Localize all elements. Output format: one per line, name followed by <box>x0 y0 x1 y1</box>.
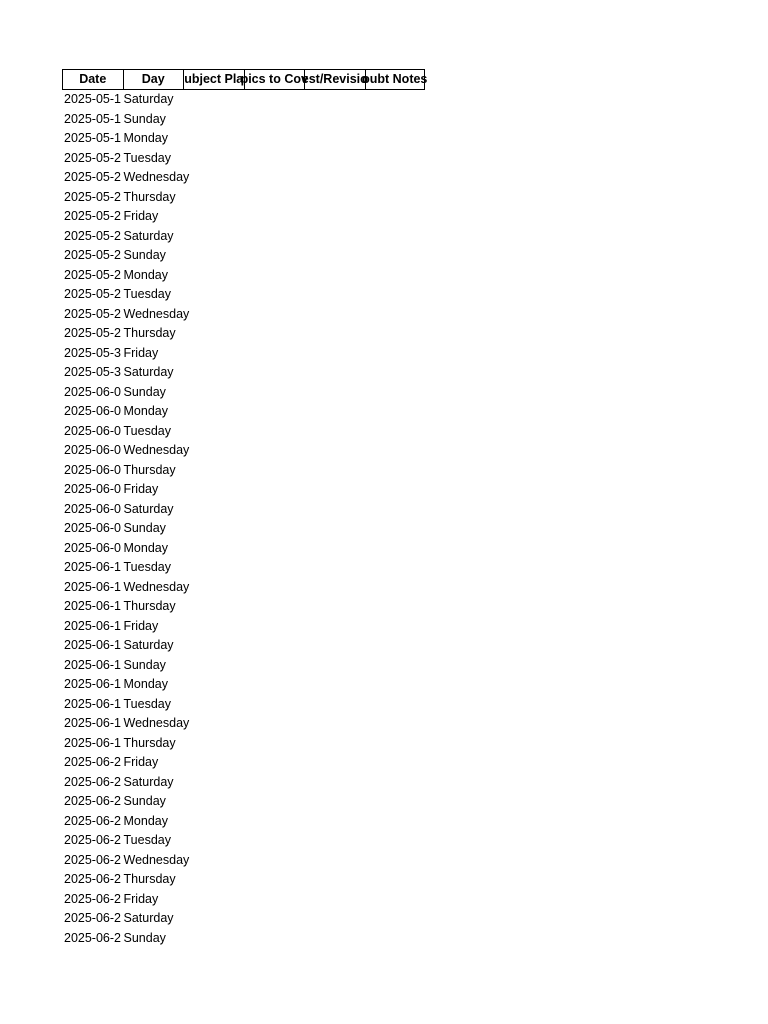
date-cell[interactable]: 2025-06-1 <box>64 618 121 633</box>
date-cell[interactable]: 2025-05-1 <box>64 92 121 106</box>
date-cell[interactable]: 2025-06-1 <box>64 599 121 613</box>
date-cell[interactable]: 2025-05-2 <box>64 189 121 204</box>
day-cell[interactable]: Wednesday <box>123 579 190 594</box>
table-row <box>62 402 425 422</box>
table-row <box>62 383 425 403</box>
date-cell[interactable]: 2025-06-2 <box>64 755 121 769</box>
date-cell[interactable]: 2025-06-1 <box>64 716 121 730</box>
date-cell[interactable]: 2025-06-2 <box>64 930 121 945</box>
table-row <box>62 695 425 715</box>
table-row <box>62 578 425 598</box>
table-row <box>62 422 425 442</box>
date-cell[interactable]: 2025-05-2 <box>64 228 121 243</box>
table-row <box>62 363 425 383</box>
table-row <box>62 227 425 247</box>
table-row <box>62 851 425 871</box>
day-cell[interactable]: Sunday <box>123 930 166 945</box>
table-row <box>62 110 425 130</box>
date-cell[interactable]: 2025-06-1 <box>64 579 121 594</box>
table-row <box>62 675 425 695</box>
table-row <box>62 812 425 832</box>
date-cell[interactable]: 2025-06-0 <box>64 384 121 399</box>
date-cell[interactable]: 2025-06-2 <box>64 774 121 789</box>
table-row <box>62 149 425 169</box>
day-cell[interactable]: Thursday <box>123 872 176 886</box>
date-cell[interactable]: 2025-06-1 <box>64 638 121 652</box>
table-row <box>62 129 425 149</box>
day-cell[interactable]: Friday <box>123 345 159 360</box>
header-cell-doubt-notes[interactable]: oubt Notes <box>365 69 426 90</box>
header-row <box>62 69 428 90</box>
table-row <box>62 636 425 656</box>
table-row <box>62 500 425 520</box>
day-cell[interactable]: Monday <box>123 540 168 555</box>
date-cell[interactable]: 2025-06-2 <box>64 891 121 906</box>
table-row <box>62 831 425 851</box>
table-row <box>62 305 425 325</box>
day-cell[interactable]: Sunday <box>123 111 166 126</box>
date-cell[interactable]: 2025-06-2 <box>64 872 121 886</box>
table-row <box>62 753 425 773</box>
study-schedule-sheet <box>62 69 428 948</box>
day-cell[interactable]: Monday <box>123 404 168 418</box>
day-cell[interactable]: Friday <box>123 618 159 633</box>
date-cell[interactable]: 2025-05-2 <box>64 267 121 282</box>
day-cell[interactable]: Monday <box>123 267 168 282</box>
day-cell[interactable]: Thursday <box>123 735 176 750</box>
table-row <box>62 656 425 676</box>
table-row <box>62 90 425 110</box>
table-row <box>62 266 425 286</box>
table-row <box>62 909 425 929</box>
date-cell[interactable]: 2025-06-1 <box>64 677 121 691</box>
table-row <box>62 558 425 578</box>
day-cell[interactable]: Thursday <box>123 326 176 340</box>
day-cell[interactable]: Wednesday <box>123 306 190 321</box>
date-cell[interactable]: 2025-06-0 <box>64 423 121 438</box>
day-cell[interactable]: Saturday <box>123 92 174 106</box>
day-cell[interactable]: Friday <box>123 482 159 496</box>
table-row <box>62 480 425 500</box>
date-cell[interactable]: 2025-06-1 <box>64 735 121 750</box>
date-cell[interactable]: 2025-05-2 <box>64 248 121 262</box>
day-cell[interactable]: Saturday <box>123 501 174 516</box>
day-cell[interactable]: Sunday <box>123 521 166 535</box>
date-cell[interactable]: 2025-06-2 <box>64 794 121 808</box>
day-cell[interactable]: Thursday <box>123 462 176 477</box>
day-cell[interactable]: Tuesday <box>123 696 171 711</box>
table-row <box>62 597 425 617</box>
date-cell[interactable]: 2025-05-1 <box>64 131 121 145</box>
table-row <box>62 929 425 949</box>
header-cell-subject-plan[interactable]: ubject Pla <box>183 69 244 90</box>
date-cell[interactable]: 2025-05-3 <box>64 365 121 379</box>
table-row <box>62 344 425 364</box>
date-cell[interactable]: 2025-06-0 <box>64 462 121 477</box>
day-cell[interactable]: Sunday <box>123 794 166 808</box>
day-cell[interactable]: Thursday <box>123 189 176 204</box>
table-row <box>62 285 425 305</box>
date-cell[interactable]: 2025-06-0 <box>64 443 121 457</box>
date-cell[interactable]: 2025-06-0 <box>64 540 121 555</box>
day-cell[interactable]: Sunday <box>123 248 166 262</box>
date-cell[interactable]: 2025-06-0 <box>64 521 121 535</box>
date-cell[interactable]: 2025-06-0 <box>64 482 121 496</box>
day-cell[interactable]: Wednesday <box>123 852 190 867</box>
date-cell[interactable]: 2025-06-0 <box>64 501 121 516</box>
day-cell[interactable]: Monday <box>123 813 168 828</box>
table-row <box>62 773 425 793</box>
table-row <box>62 324 425 344</box>
header-cell-day[interactable]: Day <box>123 69 184 90</box>
table-row <box>62 519 425 539</box>
date-cell[interactable]: 2025-06-2 <box>64 833 121 847</box>
day-cell[interactable]: Monday <box>123 677 168 691</box>
table-row <box>62 714 425 734</box>
day-cell[interactable]: Saturday <box>123 365 174 379</box>
table-row <box>62 207 425 227</box>
date-cell[interactable]: 2025-06-1 <box>64 560 121 574</box>
date-cell[interactable]: 2025-06-2 <box>64 852 121 867</box>
day-cell[interactable]: Thursday <box>123 599 176 613</box>
date-cell[interactable]: 2025-05-2 <box>64 287 121 301</box>
data-rows <box>62 90 425 948</box>
day-cell[interactable]: Wednesday <box>123 443 190 457</box>
day-cell[interactable]: Friday <box>123 891 159 906</box>
day-cell[interactable]: Tuesday <box>123 150 171 165</box>
table-row <box>62 246 425 266</box>
date-cell[interactable]: 2025-06-1 <box>64 696 121 711</box>
day-cell[interactable]: Sunday <box>123 384 166 399</box>
date-cell[interactable]: 2025-06-1 <box>64 657 121 672</box>
day-cell[interactable]: Saturday <box>123 911 174 925</box>
day-cell[interactable]: Tuesday <box>123 287 171 301</box>
day-cell[interactable]: Saturday <box>123 774 174 789</box>
date-cell[interactable]: 2025-05-2 <box>64 150 121 165</box>
day-cell[interactable]: Saturday <box>123 638 174 652</box>
day-cell[interactable]: Friday <box>123 755 159 769</box>
table-row <box>62 870 425 890</box>
table-row <box>62 188 425 208</box>
table-row <box>62 890 425 910</box>
table-row <box>62 539 425 559</box>
day-cell[interactable]: Tuesday <box>123 560 171 574</box>
date-cell[interactable]: 2025-06-2 <box>64 813 121 828</box>
date-cell[interactable]: 2025-06-0 <box>64 404 121 418</box>
date-cell[interactable]: 2025-05-3 <box>64 345 121 360</box>
day-cell[interactable]: Tuesday <box>123 423 171 438</box>
day-cell[interactable]: Monday <box>123 131 168 145</box>
date-cell[interactable]: 2025-05-2 <box>64 170 121 184</box>
date-cell[interactable]: 2025-05-1 <box>64 111 121 126</box>
day-cell[interactable]: Wednesday <box>123 170 190 184</box>
header-cell-date[interactable]: Date <box>62 69 123 90</box>
date-cell[interactable]: 2025-05-2 <box>64 209 121 223</box>
table-row <box>62 617 425 637</box>
day-cell[interactable]: Tuesday <box>123 833 171 847</box>
day-cell[interactable]: Friday <box>123 209 159 223</box>
table-row <box>62 734 425 754</box>
table-row <box>62 461 425 481</box>
date-cell[interactable]: 2025-05-2 <box>64 326 121 340</box>
day-cell[interactable]: Saturday <box>123 228 174 243</box>
day-cell[interactable]: Sunday <box>123 657 166 672</box>
table-row <box>62 168 425 188</box>
table-row <box>62 441 425 461</box>
date-cell[interactable]: 2025-05-2 <box>64 306 121 321</box>
date-cell[interactable]: 2025-06-2 <box>64 911 121 925</box>
table-row <box>62 792 425 812</box>
day-cell[interactable]: Wednesday <box>123 716 190 730</box>
header-cell-test-revision[interactable]: est/Revisio <box>304 69 365 90</box>
header-cell-topics-to-cover[interactable]: pics to Cov <box>244 69 305 90</box>
